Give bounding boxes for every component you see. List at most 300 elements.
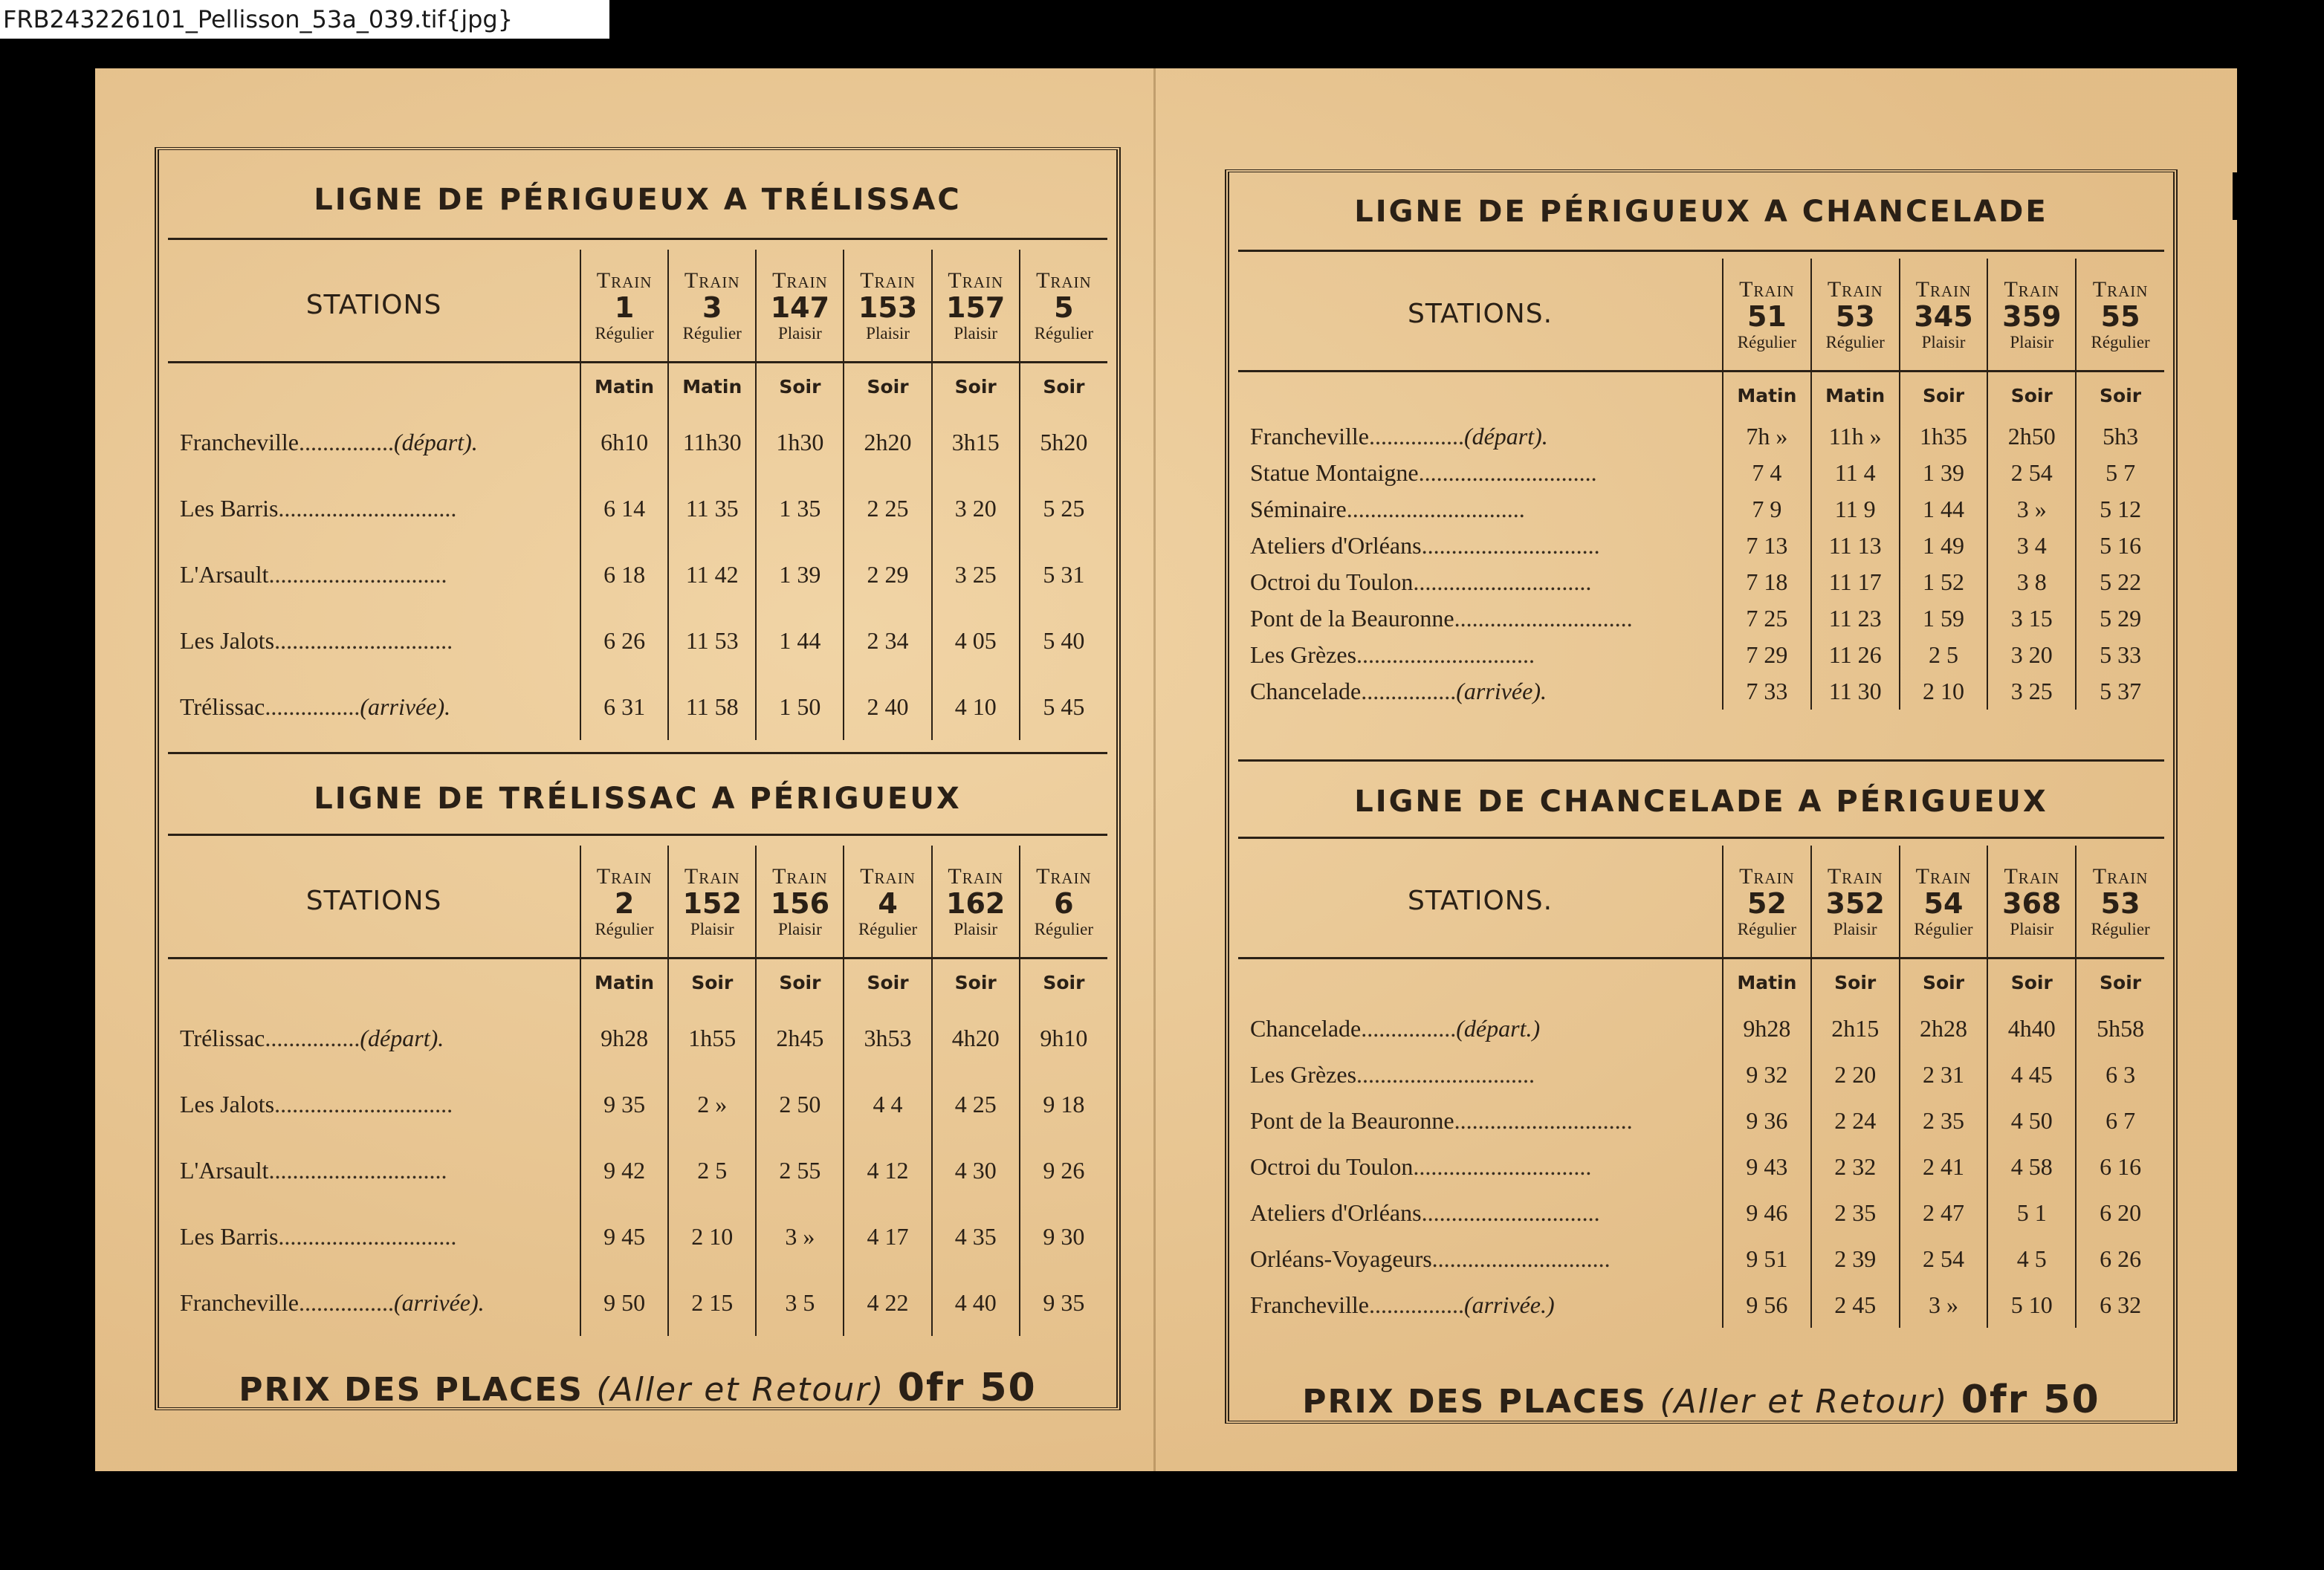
train-word: Train [2004,863,2060,889]
time-cell: 11 30 [1811,673,1900,710]
table-row [1238,1144,2164,1190]
time-cell: 5 31 [1020,542,1107,608]
timetable [168,250,1107,740]
station-name [1238,1051,1723,1097]
station-label: Chancelade [1250,1014,1362,1042]
time-cell: 1 49 [1900,528,1988,564]
station-label: Pont de la Beauronne [1250,605,1454,632]
time-cell: 5h58 [2076,1005,2164,1051]
train-number: 147 [770,291,830,324]
leader-dots: .............................. [1418,459,1597,486]
period-label: Soir [756,363,844,410]
station-label: Les Grèzes [1250,641,1357,668]
section-rule [168,752,1107,754]
time-cell: 3 » [1900,1282,1988,1328]
train-kind: Régulier [2091,332,2150,351]
time-cell: 4 4 [844,1071,931,1138]
station-label: Ateliers d'Orléans [1250,1198,1422,1226]
time-cell: 11h » [1811,418,1900,455]
timetable-title: LIGNE DE CHANCELADE A PÉRIGUEUX [1354,785,2048,819]
leader-dots: .............................. [1413,1152,1592,1180]
time-cell: 2 29 [844,542,931,608]
leader-dots: ................ [298,1289,394,1316]
time-cell: 9h28 [1723,1005,1811,1051]
time-cell: 3 20 [1987,637,2076,673]
time-cell: 1 44 [1900,491,1988,528]
table-row [168,1270,1107,1336]
leader-dots: .............................. [1356,1060,1535,1088]
time-cell: 5 22 [2076,564,2164,600]
time-cell: 5h20 [1020,409,1107,476]
train-kind: Plaisir [778,919,822,938]
time-cell: 2 10 [668,1204,756,1270]
station-label: Séminaire [1250,496,1347,522]
period-label: Matin [1723,958,1811,1006]
station-label: Ateliers d'Orléans [1250,532,1422,559]
station-label: L'Arsault [180,1157,269,1184]
train-header [1900,259,1988,372]
train-word: Train [596,863,653,889]
time-cell: 11 53 [668,608,756,674]
station-label: Pont de la Beauronne [1250,1106,1454,1134]
train-word: Train [860,267,916,293]
table-row [1238,1282,2164,1328]
table-row [1238,418,2164,455]
table-row [168,409,1107,476]
station-name [1238,455,1723,491]
train-kind: Plaisir [690,919,734,938]
train-kind: Plaisir [954,919,998,938]
time-cell: 4 25 [932,1071,1020,1138]
price-line [1229,1378,2173,1422]
time-cell: 2 20 [1811,1051,1900,1097]
train-header [1020,250,1107,363]
period-label: Matin [668,363,756,410]
table-row [1238,1005,2164,1051]
period-row [168,958,1107,1006]
table-row [1238,455,2164,491]
time-cell: 2 55 [756,1138,844,1204]
time-cell: 6h10 [580,409,668,476]
time-cell: 4 40 [932,1270,1020,1336]
time-cell: 9 32 [1723,1051,1811,1097]
time-cell: 11 26 [1811,637,1900,673]
train-number: 4 [878,886,898,920]
train-header [1987,259,2076,372]
train-kind: Plaisir [2010,332,2054,351]
time-cell: 2 47 [1900,1190,1988,1236]
train-number: 359 [2002,299,2062,333]
train-word: Train [948,863,1004,889]
station-note: (départ). [393,429,478,455]
train-number: 52 [1747,886,1787,920]
time-cell: 9 56 [1723,1282,1811,1328]
train-number: 2 [614,886,635,920]
train-word: Train [684,267,740,293]
station-name [168,674,580,740]
time-cell: 9 30 [1020,1204,1107,1270]
period-label: Soir [756,958,844,1006]
title-rule [168,834,1107,836]
time-cell: 7 18 [1723,564,1811,600]
train-kind: Plaisir [1833,919,1877,938]
train-kind: Régulier [682,323,742,343]
station-label: Octroi du Toulon [1250,568,1414,595]
leader-dots: .............................. [1413,568,1592,595]
stations-header: STATIONS. [1238,259,1723,372]
time-cell: 11 58 [668,674,756,740]
time-cell: 4 30 [932,1138,1020,1204]
time-cell: 2 24 [1811,1097,1900,1144]
time-cell: 9 35 [1020,1270,1107,1336]
train-kind: Régulier [1914,919,1973,938]
time-cell: 6 20 [2076,1190,2164,1236]
price-line [159,1366,1116,1410]
section-rule [1238,759,2164,762]
train-header [756,846,844,958]
period-label: Soir [1900,372,1988,419]
price-amount: 0fr 50 [1961,1378,2100,1422]
train-number: 53 [1835,299,1875,333]
train-kind: Régulier [1034,919,1093,938]
train-number: 1 [614,291,635,324]
station-name [168,608,580,674]
timetable-title: LIGNE DE PÉRIGUEUX A CHANCELADE [1354,195,2048,229]
station-note: (arrivée). [393,1289,485,1316]
time-cell: 5 10 [1987,1282,2076,1328]
station-name [168,1204,580,1270]
time-cell: 4h20 [932,1005,1020,1071]
station-name [1238,1097,1723,1144]
time-cell: 4 22 [844,1270,931,1336]
table-row [168,674,1107,740]
train-word: Train [1739,863,1795,889]
station-label: Les Barris [180,1223,279,1250]
period-label: Soir [2076,372,2164,419]
train-number: 162 [946,886,1006,920]
time-cell: 5 37 [2076,673,2164,710]
time-cell: 2 54 [1987,455,2076,491]
time-cell: 9 43 [1723,1144,1811,1190]
time-cell: 2 41 [1900,1144,1988,1190]
station-name [1238,564,1723,600]
time-cell: 6 31 [580,674,668,740]
train-number: 6 [1054,886,1074,920]
timetable [168,846,1107,1336]
header-row [1238,259,2164,372]
time-cell: 2 34 [844,608,931,674]
time-cell: 7 33 [1723,673,1811,710]
train-header [1723,846,1811,958]
station-label: Les Jalots [180,1091,275,1118]
station-label: Francheville [180,1289,299,1316]
period-label: Matin [580,958,668,1006]
period-label: Soir [668,958,756,1006]
train-word: Train [1036,267,1092,293]
leader-dots: ................ [298,429,394,455]
table-row [1238,1051,2164,1097]
train-kind: Régulier [1737,919,1796,938]
time-cell: 5 45 [1020,674,1107,740]
time-cell: 5 1 [1987,1190,2076,1236]
train-kind: Régulier [1825,332,1885,351]
station-label: Francheville [1250,1291,1369,1318]
train-header [756,250,844,363]
train-kind: Plaisir [778,323,822,343]
station-name [168,409,580,476]
time-cell: 2 » [668,1071,756,1138]
time-cell: 3 20 [932,476,1020,542]
time-cell: 4 12 [844,1138,931,1204]
station-name [168,476,580,542]
leader-dots: .............................. [268,561,447,588]
time-cell: 2 25 [844,476,931,542]
train-kind: Plaisir [954,323,998,343]
train-number: 153 [858,291,918,324]
train-number: 368 [2002,886,2062,920]
time-cell: 4 05 [932,608,1020,674]
station-name [1238,418,1723,455]
leader-dots: .............................. [1431,1245,1611,1272]
train-number: 51 [1747,299,1787,333]
header-row [168,846,1107,958]
price-note: (Aller et Retour) [596,1371,885,1409]
train-word: Train [2092,276,2149,302]
time-cell: 6 16 [2076,1144,2164,1190]
table-row [168,476,1107,542]
train-header [1020,846,1107,958]
timetable [1238,846,2164,1328]
period-label: Soir [844,958,931,1006]
stations-header: STATIONS [168,250,580,363]
train-number: 156 [770,886,830,920]
table-row [168,1138,1107,1204]
period-label: Matin [580,363,668,410]
time-cell: 2 54 [1900,1236,1988,1282]
train-number: 157 [946,291,1006,324]
time-cell: 11 17 [1811,564,1900,600]
station-name [1238,600,1723,637]
period-label: Matin [1723,372,1811,419]
station-label: Trélissac [180,1025,265,1051]
time-cell: 1 35 [756,476,844,542]
table-row [1238,491,2164,528]
time-cell: 7h » [1723,418,1811,455]
time-cell: 4h40 [1987,1005,2076,1051]
table-row [1238,564,2164,600]
time-cell: 9h28 [580,1005,668,1071]
stations-header: STATIONS. [1238,846,1723,958]
station-label: Les Grèzes [1250,1060,1357,1088]
time-cell: 11 42 [668,542,756,608]
time-cell: 9 26 [1020,1138,1107,1204]
station-name [1238,1144,1723,1190]
time-cell: 3 8 [1987,564,2076,600]
time-cell: 3 4 [1987,528,2076,564]
time-cell: 2 10 [1900,673,1988,710]
leader-dots: .............................. [274,1091,453,1118]
time-cell: 9 46 [1723,1190,1811,1236]
period-label: Soir [1900,958,1988,1006]
leader-dots: ................ [1361,678,1457,704]
time-cell: 2h50 [1987,418,2076,455]
time-cell: 11 9 [1811,491,1900,528]
leader-dots: .............................. [1356,641,1535,668]
time-cell: 4 17 [844,1204,931,1270]
time-cell: 2 32 [1811,1144,1900,1190]
train-kind: Régulier [2091,919,2150,938]
station-label: Trélissac [180,693,265,720]
station-label: Octroi du Toulon [1250,1152,1414,1180]
time-cell: 11 13 [1811,528,1900,564]
station-name [1238,491,1723,528]
time-cell: 2h15 [1811,1005,1900,1051]
title-rule [168,238,1107,240]
train-header [1987,846,2076,958]
station-name [168,1138,580,1204]
table-row [168,542,1107,608]
station-note: (arrivée). [360,693,451,720]
table-row [1238,673,2164,710]
station-label: Les Barris [180,495,279,522]
train-number: 352 [1825,886,1885,920]
period-label: Soir [2076,958,2164,1006]
table-row [1238,1190,2164,1236]
train-header [1900,846,1988,958]
time-cell: 2 39 [1811,1236,1900,1282]
right-panel [1225,169,2178,1424]
timetable-title: LIGNE DE PÉRIGUEUX A TRÉLISSAC [314,183,962,217]
station-label: Les Jalots [180,627,275,654]
table-row [1238,528,2164,564]
station-note: (départ). [1463,423,1548,450]
title-rule [1238,837,2164,839]
station-label: L'Arsault [180,561,269,588]
train-header [844,250,931,363]
file-caption: FRB243226101_Pellisson_53a_039.tif{jpg} [0,0,609,39]
time-cell: 5 16 [2076,528,2164,564]
time-cell: 4 50 [1987,1097,2076,1144]
time-cell: 7 13 [1723,528,1811,564]
time-cell: 9 35 [580,1071,668,1138]
leader-dots: .............................. [278,1223,457,1250]
train-kind: Plaisir [2010,919,2054,938]
period-spacer [168,958,580,1006]
time-cell: 6 32 [2076,1282,2164,1328]
time-cell: 6 18 [580,542,668,608]
time-cell: 9 50 [580,1270,668,1336]
station-name [1238,1005,1723,1051]
time-cell: 2 31 [1900,1051,1988,1097]
train-header [932,250,1020,363]
station-name [1238,1236,1723,1282]
time-cell: 2h45 [756,1005,844,1071]
leader-dots: ................ [1368,1291,1464,1318]
period-label: Soir [1020,363,1107,410]
train-header [668,250,756,363]
time-cell: 6 7 [2076,1097,2164,1144]
train-header [1723,259,1811,372]
train-kind: Régulier [595,323,654,343]
period-label: Soir [932,958,1020,1006]
train-number: 55 [2100,299,2140,333]
train-kind: Régulier [1034,323,1093,343]
timetable-title: LIGNE DE TRÉLISSAC A PÉRIGUEUX [314,782,962,816]
time-cell: 5h3 [2076,418,2164,455]
train-word: Train [1036,863,1092,889]
station-label: Francheville [1250,423,1369,450]
train-header [580,250,668,363]
station-name [1238,637,1723,673]
station-name [1238,1282,1723,1328]
train-kind: Régulier [858,919,918,938]
time-cell: 11 35 [668,476,756,542]
train-number: 345 [1914,299,1973,333]
time-cell: 5 7 [2076,455,2164,491]
period-row [1238,958,2164,1006]
time-cell: 2 45 [1811,1282,1900,1328]
time-cell: 5 12 [2076,491,2164,528]
time-cell: 6 26 [580,608,668,674]
train-header [2076,259,2164,372]
table-row [168,1204,1107,1270]
leader-dots: .............................. [1346,496,1525,522]
time-cell: 2 35 [1811,1190,1900,1236]
train-word: Train [596,267,653,293]
time-cell: 11 23 [1811,600,1900,637]
time-cell: 1h55 [668,1005,756,1071]
time-cell: 7 4 [1723,455,1811,491]
stations-header: STATIONS [168,846,580,958]
time-cell: 4 45 [1987,1051,2076,1097]
paper-notch [2233,172,2242,220]
table-row [1238,600,2164,637]
time-cell: 9 36 [1723,1097,1811,1144]
time-cell: 2h28 [1900,1005,1988,1051]
station-name [168,542,580,608]
table-row [168,1071,1107,1138]
time-cell: 1 59 [1900,600,1988,637]
time-cell: 3 5 [756,1270,844,1336]
time-cell: 5 25 [1020,476,1107,542]
period-spacer [168,363,580,410]
leader-dots: .............................. [1421,1198,1600,1226]
price-note: (Aller et Retour) [1660,1383,1949,1421]
leader-dots: .............................. [274,627,453,654]
station-label: Statue Montaigne [1250,459,1419,486]
time-cell: 2 40 [844,674,931,740]
period-label: Soir [1811,958,1900,1006]
train-number: 152 [682,886,742,920]
train-word: Train [772,863,828,889]
table-row [168,608,1107,674]
train-word: Train [772,267,828,293]
time-cell: 4 5 [1987,1236,2076,1282]
time-cell: 6 26 [2076,1236,2164,1282]
period-spacer [1238,372,1723,419]
time-cell: 5 33 [2076,637,2164,673]
period-label: Soir [1987,372,2076,419]
table-row [168,1005,1107,1071]
period-label: Soir [932,363,1020,410]
period-spacer [1238,958,1723,1006]
header-row [168,250,1107,363]
train-header [1811,259,1900,372]
station-note: (arrivée). [1456,678,1547,704]
time-cell: 3 25 [1987,673,2076,710]
period-label: Matin [1811,372,1900,419]
table-row [1238,1097,2164,1144]
